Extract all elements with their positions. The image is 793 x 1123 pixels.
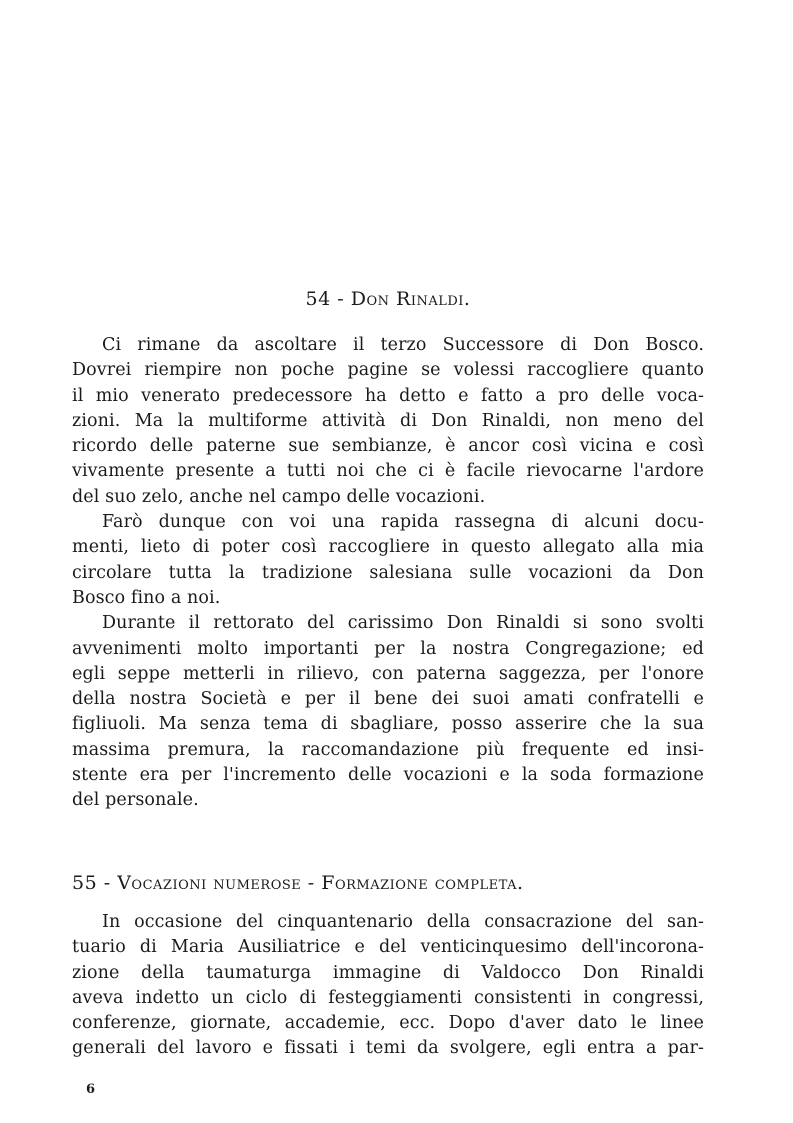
text-line: generali del lavoro e fissati i temi da svolgere, egli entra a par- — [72, 1038, 704, 1059]
section-heading-54 — [72, 288, 704, 310]
text-line: egli seppe metterli in rilievo, con paterna saggezza, per l'onore — [72, 663, 704, 684]
section-title-text: Don Rinaldi. — [350, 288, 471, 310]
text-line: conferenze, giornate, accademie, ecc. Dopo d'aver dato le linee — [72, 1013, 704, 1034]
text-line: zione della taumaturga immagine di Valdocco Don Rinaldi — [72, 962, 704, 983]
section-55-body — [72, 910, 704, 1062]
section-54-body — [72, 333, 704, 814]
text-line: Dovrei riempire non poche pagine se volessi raccogliere quanto — [72, 360, 704, 381]
text-line: stente era per l'incremento delle vocazioni e la soda formazione — [72, 765, 704, 786]
text-line: della nostra Società e per il bene dei suoi amati confratelli e — [72, 689, 704, 710]
text-line: menti, lieto di poter così raccogliere in questo allegato alla mia — [72, 537, 704, 558]
text-line: circolare tutta la tradizione salesiana sulle vocazioni da Don — [72, 562, 704, 583]
text-line: del personale. — [72, 790, 199, 811]
text-line: Durante il rettorato del carissimo Don Rinaldi si sono svolti — [102, 613, 704, 634]
section-number: 55 — [72, 872, 98, 894]
text-line: figliuoli. Ma senza tema di sbagliare, posso asserire che la sua — [72, 714, 704, 735]
text-line: aveva indetto un ciclo di festeggiamenti consistenti in congressi, — [72, 987, 704, 1008]
heading-separator: - — [103, 872, 118, 894]
section-title-text: Vocazioni numerose - Formazione completa. — [117, 872, 524, 894]
text-line: massima premura, la raccomandazione più frequente ed insi- — [72, 739, 704, 760]
text-line: zioni. Ma la multiforme attività di Don Rinaldi, non meno del — [72, 410, 704, 431]
text-line: ricordo delle paterne sue sembianze, è ancor così vicina e così — [72, 436, 704, 457]
text-line: In occasione del cinquantenario della consacrazione del san- — [102, 912, 704, 932]
text-line: Farò dunque con voi una rapida rassegna di alcuni docu- — [102, 512, 704, 533]
text-line: Bosco fino a noi. — [72, 587, 221, 608]
page-number: 6 — [86, 1082, 96, 1097]
section-number: 54 — [305, 288, 331, 310]
section-heading-55 — [72, 872, 704, 894]
text-line: Ci rimane da ascoltare il terzo Successore di Don Bosco. — [102, 335, 704, 355]
text-line: vivamente presente a tutti noi che ci è facile rievocarne l'ardore — [72, 461, 704, 482]
text-line: tuario di Maria Ausiliatrice e del venticinquesimo dell'incorona- — [72, 937, 704, 958]
text-line: avvenimenti molto importanti per la nostra Congregazione; ed — [72, 638, 704, 659]
text-line: del suo zelo, anche nel campo delle vocazioni. — [72, 486, 486, 507]
text-line: il mio venerato predecessore ha detto e fatto a pro delle voca- — [72, 385, 704, 406]
heading-separator: - — [337, 288, 351, 310]
